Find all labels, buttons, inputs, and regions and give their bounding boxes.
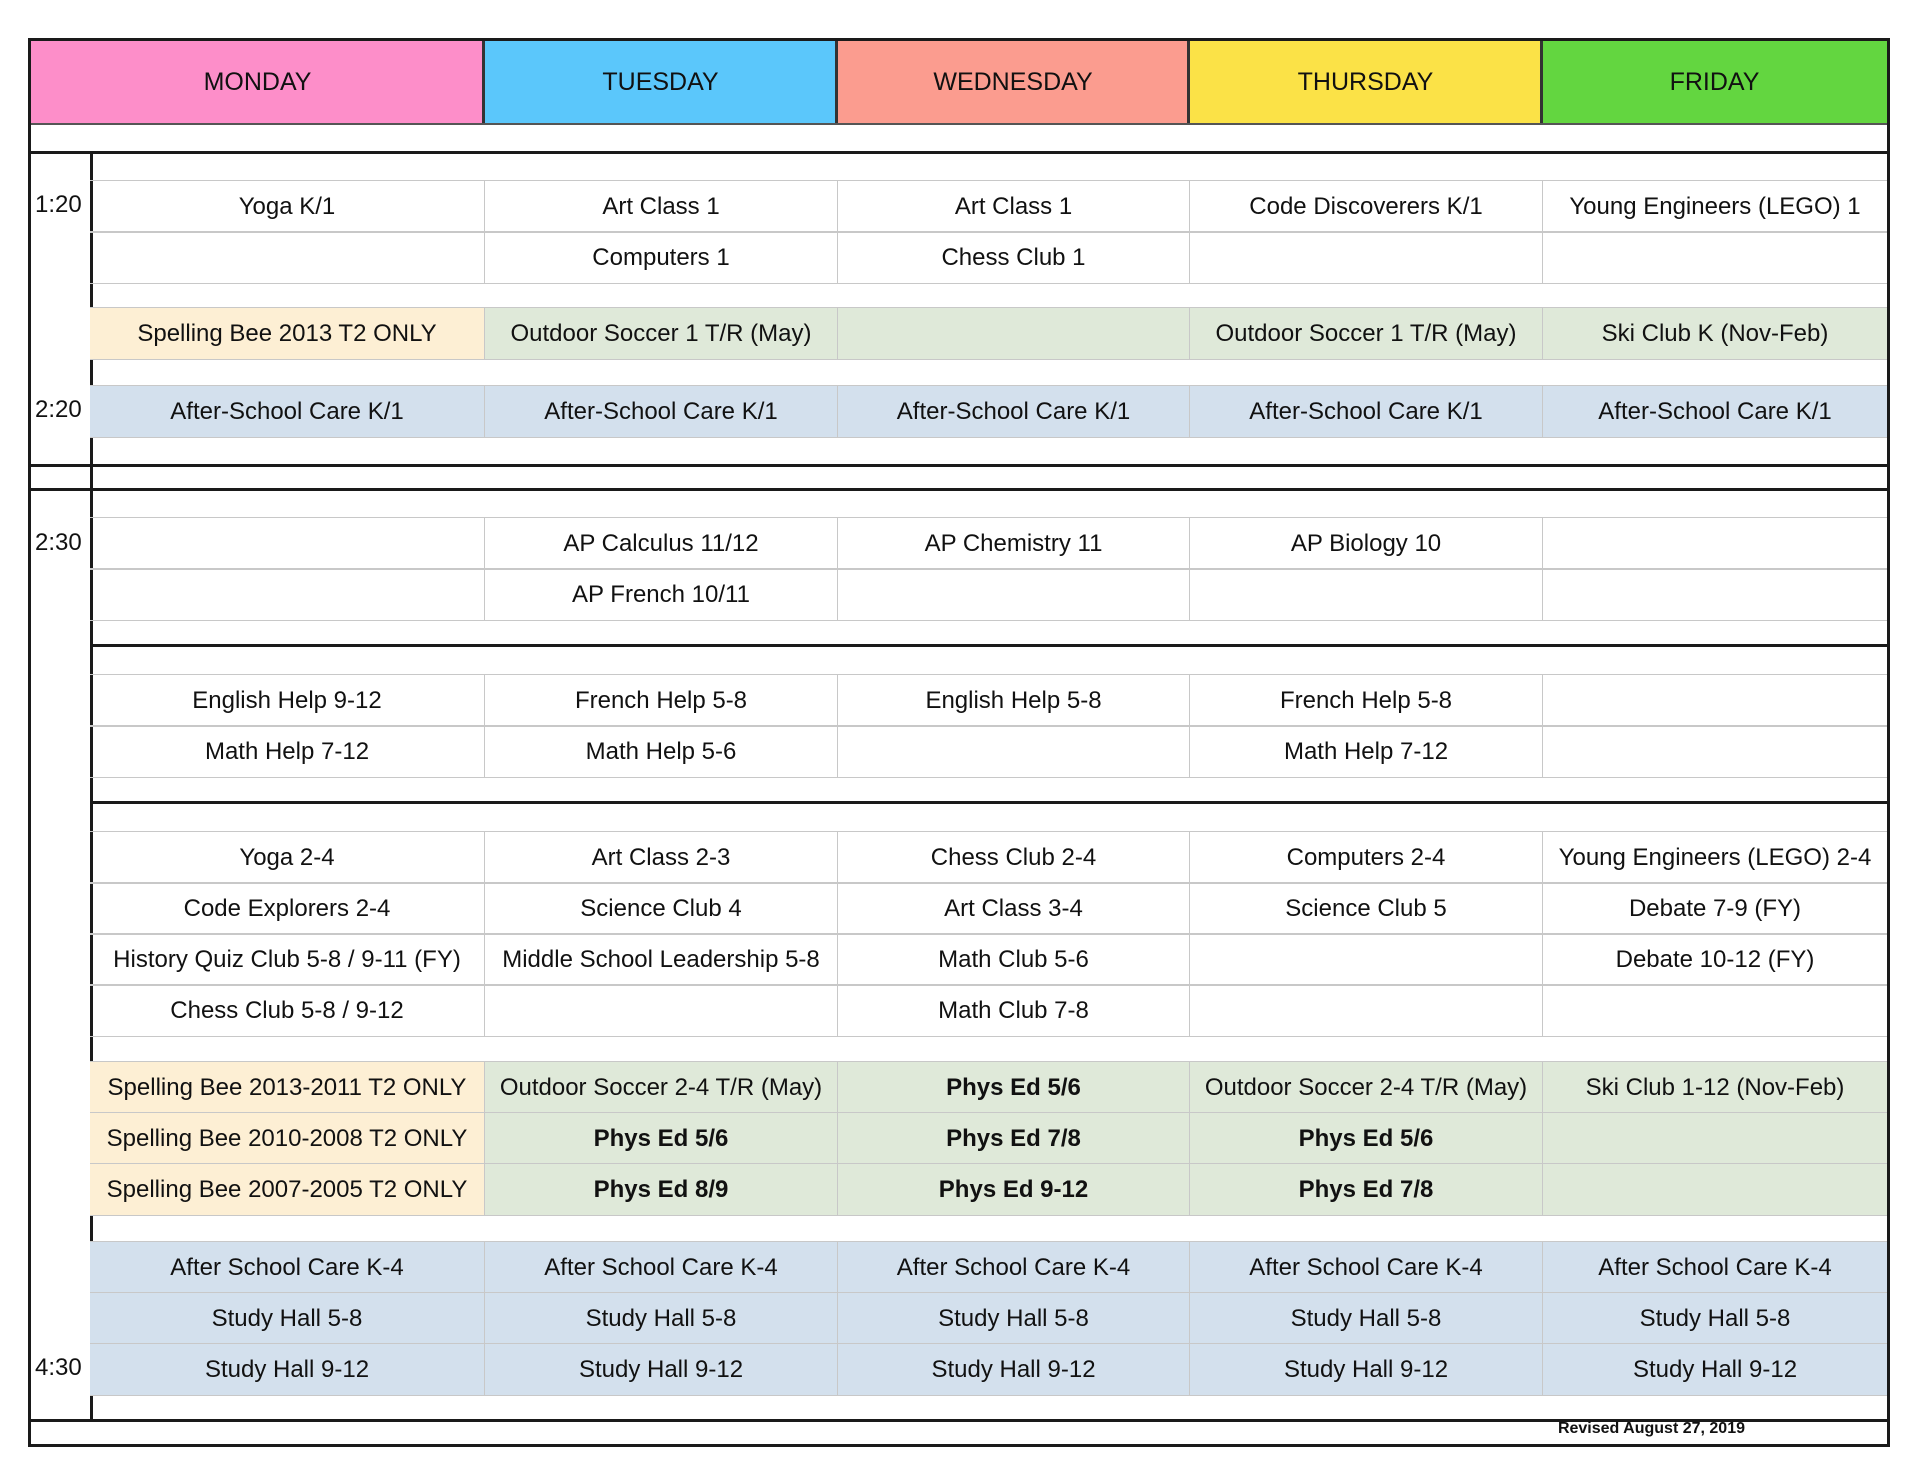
schedule-row [90, 1112, 1887, 1165]
schedule-cell: Phys Ed 5/6 [1189, 1113, 1542, 1164]
schedule-cell: After-School Care K/1 [837, 386, 1189, 437]
schedule-row [90, 1163, 1887, 1216]
schedule-cell [1542, 1164, 1887, 1215]
schedule-cell [90, 518, 484, 569]
schedule-cell: After School Care K-4 [1542, 1242, 1887, 1293]
schedule-cell: Science Club 5 [1189, 883, 1542, 934]
schedule-cell: Study Hall 9-12 [90, 1344, 484, 1395]
schedule-cell: French Help 5-8 [484, 675, 837, 726]
schedule-cell: History Quiz Club 5-8 / 9-11 (FY) [113, 945, 461, 973]
schedule-cell [837, 308, 1189, 359]
schedule-cell: Math Help 5-6 [484, 726, 837, 777]
schedule-cell: Phys Ed 5/6 [837, 1062, 1189, 1113]
schedule-cell: Outdoor Soccer 2-4 T/R (May) [1189, 1062, 1542, 1113]
schedule-cell [1189, 934, 1542, 985]
schedule-cell: Science Club 4 [484, 883, 837, 934]
schedule-cell: Phys Ed 9-12 [837, 1164, 1189, 1215]
schedule-row [90, 1241, 1887, 1294]
time-label-2-30: 2:30 [35, 529, 82, 556]
schedule-cell: English Help 5-8 [837, 675, 1189, 726]
schedule-cell: AP Chemistry 11 [837, 518, 1189, 569]
schedule-cell: Computers 2-4 [1189, 832, 1542, 883]
schedule-row [90, 831, 1887, 884]
schedule-cell: Chess Club 5-8 / 9-12 [170, 996, 404, 1024]
schedule-cell [1189, 985, 1542, 1036]
schedule-cell: Spelling Bee 2007-2005 T2 ONLY [90, 1164, 484, 1215]
schedule-cell: AP Calculus 11/12 [484, 518, 837, 569]
schedule-cell: Ski Club 1-12 (Nov-Feb) [1542, 1062, 1887, 1113]
schedule-cell: Art Class 1 [484, 181, 837, 232]
schedule-cell: After School Care K-4 [837, 1242, 1189, 1293]
schedule-cell: Study Hall 5-8 [1542, 1293, 1887, 1344]
schedule-cell: AP French 10/11 [484, 569, 837, 620]
schedule-cell: Phys Ed 5/6 [484, 1113, 837, 1164]
schedule-cell: Code Explorers 2-4 [183, 894, 391, 922]
schedule-cell [1542, 675, 1887, 726]
schedule-row [90, 725, 1887, 778]
schedule-cell: Yoga 2-4 [239, 843, 335, 871]
schedule-cell: Ski Club K (Nov-Feb) [1542, 308, 1887, 359]
schedule-cell: Outdoor Soccer 2-4 T/R (May) [484, 1062, 837, 1113]
schedule-cell: AP Biology 10 [1189, 518, 1542, 569]
day-header-monday: MONDAY [31, 41, 484, 123]
schedule-row [90, 1343, 1887, 1396]
schedule-row [90, 385, 1887, 438]
schedule-cell: Phys Ed 7/8 [837, 1113, 1189, 1164]
schedule-cell [1189, 569, 1542, 620]
schedule-cell: After School Care K-4 [484, 1242, 837, 1293]
schedule-row [90, 517, 1887, 570]
schedule-cell: Art Class 2-3 [484, 832, 837, 883]
schedule-cell: Study Hall 9-12 [484, 1344, 837, 1395]
schedule-row [90, 1061, 1887, 1114]
schedule-cell [1542, 985, 1887, 1036]
schedule-cell: Code Discoverers K/1 [1189, 181, 1542, 232]
schedule-cell: Math Club 7-8 [837, 985, 1189, 1036]
schedule-cell: Art Class 3-4 [837, 883, 1189, 934]
schedule-cell: After-School Care K/1 [1189, 386, 1542, 437]
schedule-cell: Math Help 7-12 [1189, 726, 1542, 777]
schedule-cell: Spelling Bee 2013 T2 ONLY [90, 308, 484, 359]
schedule-cell [1542, 726, 1887, 777]
schedule-cell: After School Care K-4 [90, 1242, 484, 1293]
schedule-cell: Chess Club 2-4 [837, 832, 1189, 883]
schedule-cell: Study Hall 9-12 [1542, 1344, 1887, 1395]
schedule-cell: Art Class 1 [837, 181, 1189, 232]
schedule-cell: Computers 1 [484, 232, 837, 283]
time-label-4-30: 4:30 [35, 1354, 82, 1381]
schedule-table [28, 38, 1890, 1447]
schedule-cell: Young Engineers (LEGO) 1 [1542, 181, 1887, 232]
schedule-row [90, 180, 1887, 233]
schedule-cell [837, 726, 1189, 777]
schedule-cell: Phys Ed 8/9 [484, 1164, 837, 1215]
schedule-cell: Phys Ed 7/8 [1189, 1164, 1542, 1215]
schedule-cell: After-School Care K/1 [1542, 386, 1887, 437]
schedule-cell: Math Help 7-12 [204, 737, 370, 765]
schedule-cell: Study Hall 5-8 [90, 1293, 484, 1344]
schedule-row [90, 231, 1887, 284]
schedule-row [90, 933, 1887, 986]
schedule-cell: Yoga K/1 [238, 192, 336, 220]
schedule-cell: Debate 10-12 (FY) [1542, 934, 1887, 985]
schedule-row [90, 307, 1887, 360]
revised-note: Revised August 27, 2019 [1557, 1420, 1745, 1437]
schedule-cell: Study Hall 9-12 [1189, 1344, 1542, 1395]
time-label-2-20: 2:20 [35, 396, 82, 423]
schedule-row [90, 568, 1887, 621]
schedule-cell [90, 232, 484, 283]
schedule-cell: English Help 9-12 [192, 686, 382, 714]
schedule-cell: Spelling Bee 2010-2008 T2 ONLY [90, 1113, 484, 1164]
schedule-cell [1542, 232, 1887, 283]
schedule-cell [484, 985, 837, 1036]
day-header-wednesday: WEDNESDAY [837, 41, 1189, 123]
schedule-cell [1189, 232, 1542, 283]
schedule-cell: Middle School Leadership 5-8 [484, 934, 837, 985]
schedule-cell: Study Hall 5-8 [484, 1293, 837, 1344]
schedule-cell: Math Club 5-6 [837, 934, 1189, 985]
schedule-cell: After School Care K-4 [1189, 1242, 1542, 1293]
day-header-tuesday: TUESDAY [484, 41, 837, 123]
day-header-friday: FRIDAY [1542, 41, 1887, 123]
schedule-row [90, 1292, 1887, 1345]
schedule-cell: Debate 7-9 (FY) [1542, 883, 1887, 934]
time-label-1-20: 1:20 [35, 191, 82, 218]
schedule-cell: Outdoor Soccer 1 T/R (May) [1189, 308, 1542, 359]
schedule-cell [90, 569, 484, 620]
schedule-cell [1542, 1113, 1887, 1164]
schedule-cell: After-School Care K/1 [484, 386, 837, 437]
schedule-cell: French Help 5-8 [1189, 675, 1542, 726]
schedule-row [90, 882, 1887, 935]
schedule-cell [837, 569, 1189, 620]
schedule-cell: Outdoor Soccer 1 T/R (May) [484, 308, 837, 359]
schedule-cell: Study Hall 5-8 [1189, 1293, 1542, 1344]
schedule-cell [1542, 569, 1887, 620]
schedule-cell: Spelling Bee 2013-2011 T2 ONLY [90, 1062, 484, 1113]
day-header-thursday: THURSDAY [1189, 41, 1542, 123]
schedule-cell: Study Hall 9-12 [837, 1344, 1189, 1395]
schedule-cell: Young Engineers (LEGO) 2-4 [1542, 832, 1887, 883]
schedule-row [90, 674, 1887, 727]
schedule-cell [1542, 518, 1887, 569]
schedule-cell: After-School Care K/1 [90, 386, 484, 437]
schedule-cell: Study Hall 5-8 [837, 1293, 1189, 1344]
schedule-row [90, 984, 1887, 1037]
schedule-cell: Chess Club 1 [837, 232, 1189, 283]
